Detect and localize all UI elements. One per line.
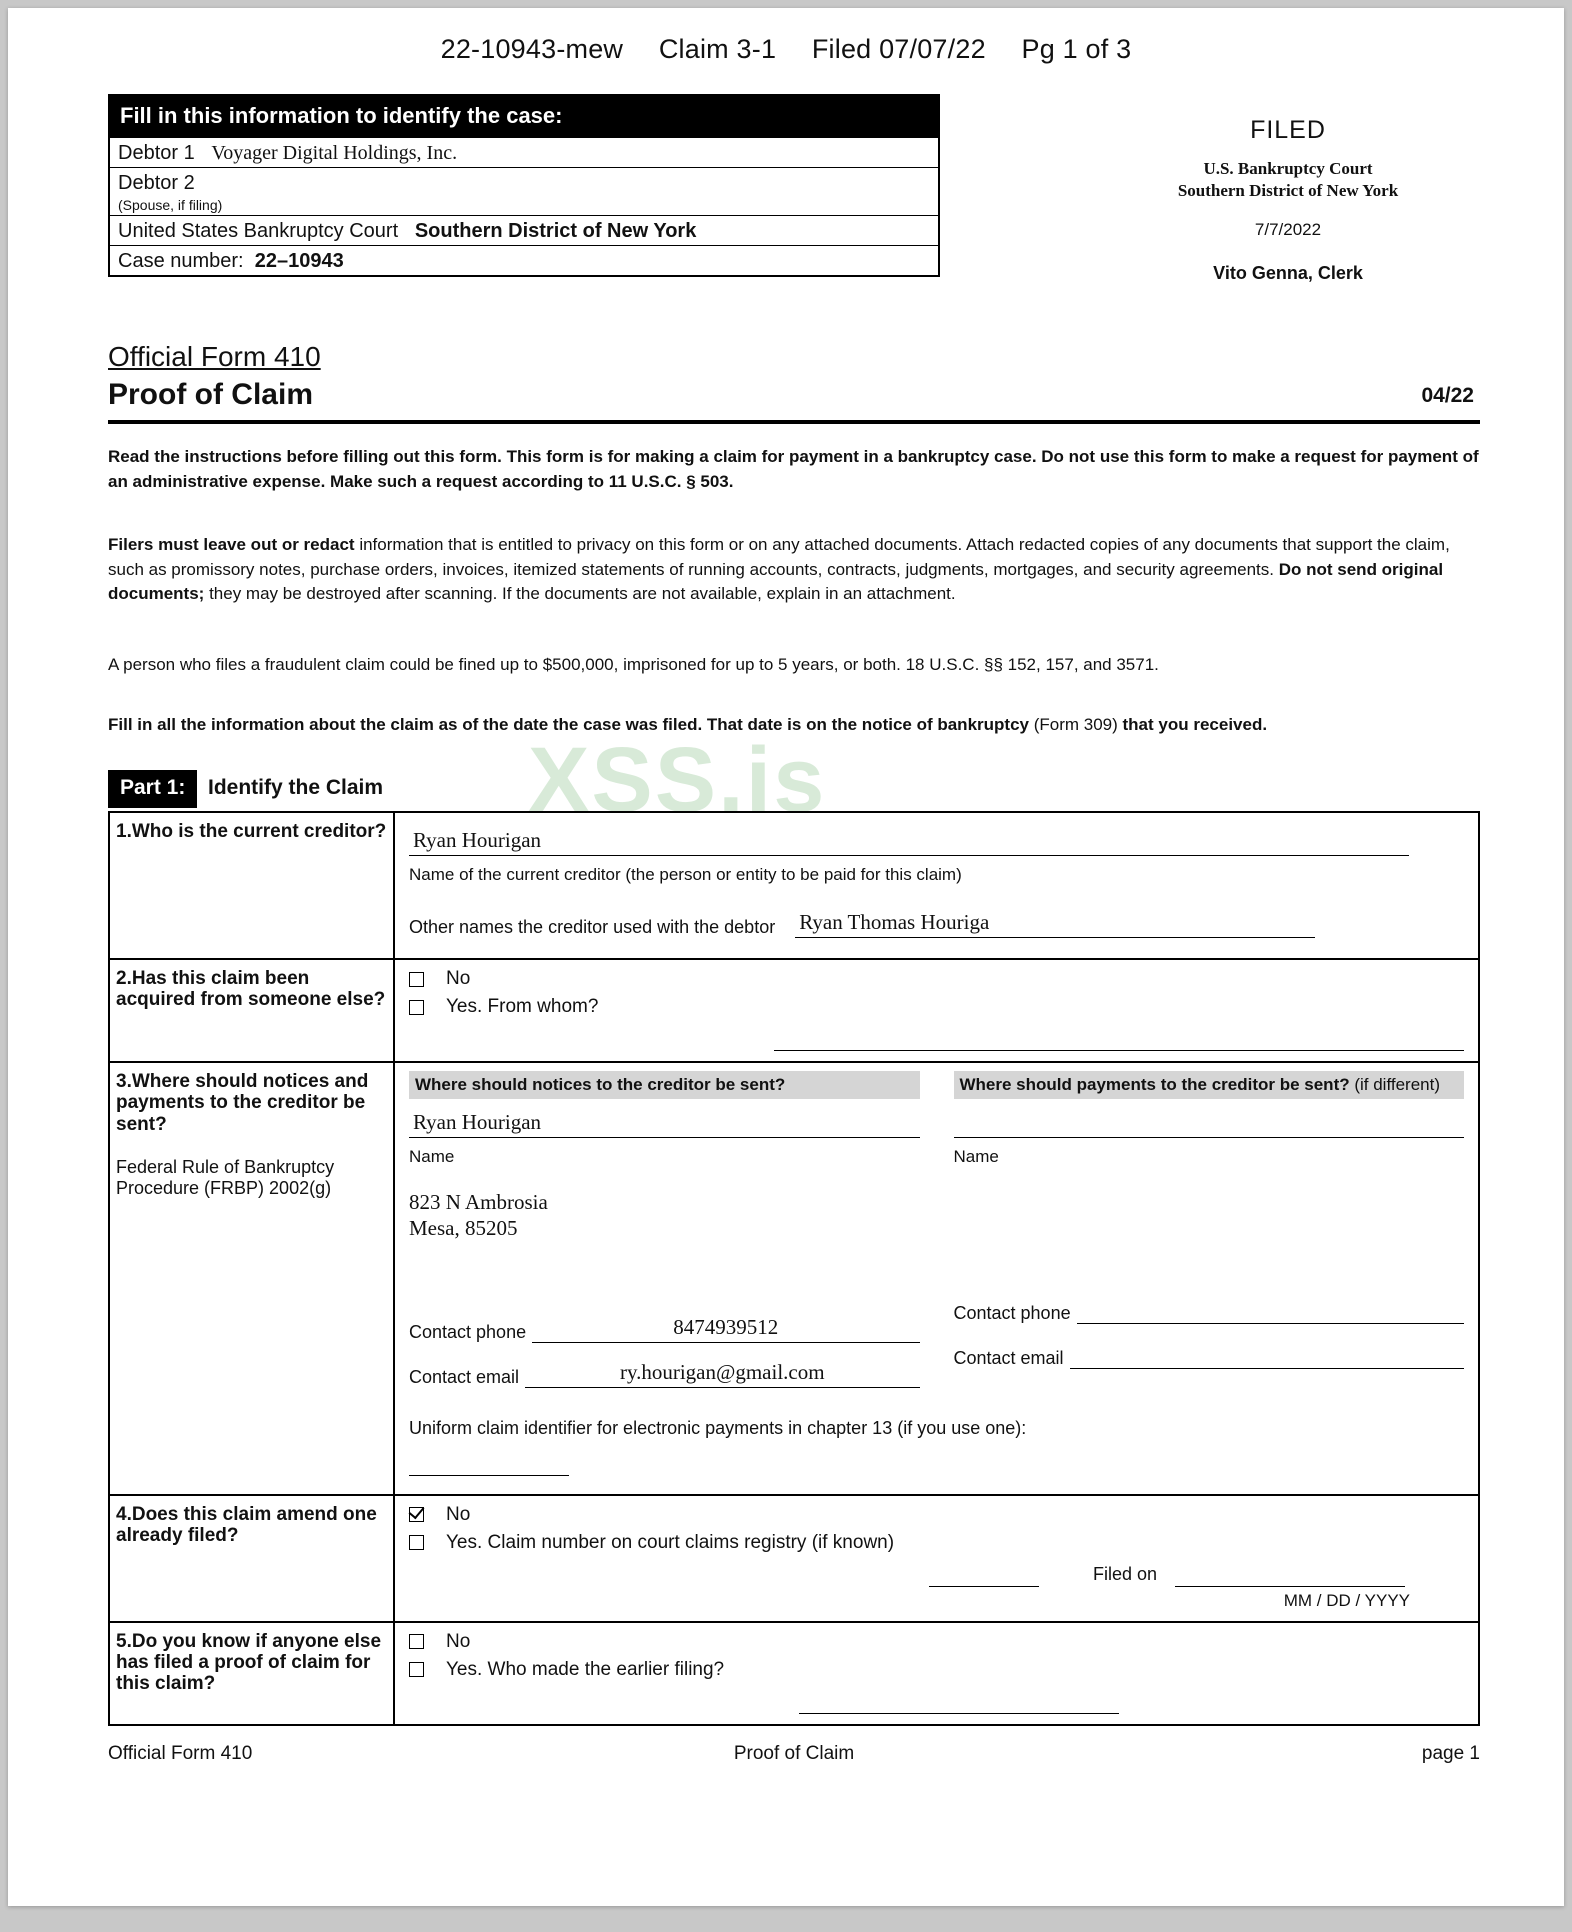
case-number-value: 22–10943: [254, 250, 344, 272]
question-4-row: [110, 1496, 1478, 1623]
q2-no-checkbox[interactable]: [409, 972, 424, 987]
case-identification-box: [108, 94, 940, 277]
question-2-number: 2.: [116, 968, 132, 989]
filed-stamp-court-line1: U.S. Bankruptcy Court: [1203, 159, 1373, 178]
q4-filed-on-label: Filed on: [1093, 1563, 1158, 1584]
other-names-label: Other names the creditor used with the debtor: [409, 917, 776, 937]
question-1-number: 1.: [116, 821, 132, 842]
question-3-text: Where should notices and payments to the creditor be sent?: [116, 1071, 369, 1135]
case-number-header: 22-10943-mew: [440, 34, 624, 64]
question-3-field-area: [395, 1063, 1478, 1494]
notice-email-value: ry.hourigan@gmail.com: [619, 1359, 825, 1384]
question-3-label: [110, 1063, 395, 1494]
payments-header-bold: Where should payments to the creditor be sent?: [959, 1075, 1350, 1094]
q4-filed-on-input[interactable]: [1175, 1560, 1405, 1587]
question-1-text: Who is the current creditor?: [131, 821, 387, 842]
q5-no-label: No: [446, 1630, 471, 1652]
page-title: Proof of Claim: [108, 378, 314, 411]
watermark: XSS.is: [528, 729, 827, 831]
instruction-4-part1: Fill in all the information about the claim as of the date the case was filed. That date is on the notice of bankruptcy: [108, 715, 1029, 734]
q4-yes-label: Yes. Claim number on court claims registry (if known): [446, 1531, 895, 1553]
case-box-title: Fill in this information to identify the case:: [110, 96, 938, 138]
debtor1-label: Debtor 1: [118, 142, 195, 164]
footer-left: Official Form 410: [108, 1743, 253, 1764]
q2-yes-label: Yes. From whom?: [446, 996, 599, 1017]
q4-claim-number-input[interactable]: [929, 1560, 1039, 1587]
notices-column: [409, 1071, 920, 1388]
title-divider: [108, 420, 1480, 424]
question-2-row: [110, 960, 1478, 1063]
q2-no-label: No: [446, 968, 471, 989]
debtor2-label: Debtor 2: [118, 172, 195, 194]
notice-email-row: [409, 1359, 920, 1388]
notices-header: Where should notices to the creditor be sent?: [409, 1071, 920, 1099]
document-page: [8, 8, 1564, 1906]
case-number-label: Case number:: [118, 250, 244, 272]
footer-right: page 1: [1421, 1743, 1480, 1764]
filed-stamp-title: FILED: [1250, 116, 1326, 144]
official-form-number: Official Form 410: [108, 341, 321, 372]
uniform-claim-id-input[interactable]: [409, 1449, 569, 1476]
notice-address: [409, 1189, 920, 1242]
q4-option-yes[interactable]: [409, 1532, 1464, 1554]
payment-name-input[interactable]: [954, 1111, 1465, 1138]
filed-stamp-court: [1073, 158, 1503, 202]
case-number-row: [110, 246, 938, 275]
instruction-4-part2: (Form 309): [1028, 715, 1123, 734]
question-3-row: [110, 1063, 1478, 1496]
question-4-text: Does this claim amend one already filed?: [116, 1503, 377, 1546]
notice-address-line2: Mesa, 85205: [409, 1216, 518, 1241]
instruction-paragraph-2: [108, 533, 1480, 607]
payments-header-note: (if different): [1349, 1075, 1441, 1094]
form-version: 04/22: [1421, 384, 1474, 407]
payment-email-input[interactable]: [1070, 1344, 1464, 1369]
notice-name-caption: Name: [409, 1147, 455, 1166]
payment-email-row: [954, 1344, 1465, 1369]
question-1-row: [110, 813, 1478, 960]
instruction-paragraph-1: Read the instructions before filling out this form. This form is for making a claim for payment in a bankruptcy case. Do not use this form to make a request for payment of an administrative expense. Make such a request according to 11 U.S.C. § 503.: [108, 447, 1479, 491]
q5-yes-label: Yes. Who made the earlier filing?: [446, 1658, 725, 1680]
q4-option-no[interactable]: [409, 1504, 1464, 1526]
debtor1-value: Voyager Digital Holdings, Inc.: [211, 142, 458, 164]
court-value: Southern District of New York: [414, 220, 697, 242]
question-3-sublabel: Federal Rule of Bankruptcy Procedure (FRBP) 2002(g): [116, 1156, 335, 1199]
part-1-label: Identify the Claim: [208, 776, 384, 799]
q4-no-checkbox[interactable]: [409, 1507, 424, 1522]
question-1-label: [110, 813, 395, 958]
question-5-text: Do you know if anyone else has filed a proof of claim for this claim?: [116, 1630, 382, 1695]
question-2-label: [110, 960, 395, 1061]
payment-phone-label: Contact phone: [953, 1303, 1071, 1323]
q4-no-label: No: [446, 1503, 471, 1525]
question-4-label: [110, 1496, 395, 1621]
footer-center: Proof of Claim: [733, 1743, 855, 1764]
instruction-4-part3: that you received.: [1122, 715, 1268, 734]
q5-option-no[interactable]: [409, 1631, 1464, 1653]
court-row: [110, 216, 938, 246]
creditor-name-value: Ryan Hourigan: [413, 828, 542, 852]
q2-option-yes[interactable]: [409, 996, 1464, 1018]
payment-email-label: Contact email: [953, 1348, 1064, 1368]
notice-name-value: Ryan Hourigan: [413, 1110, 542, 1134]
claim-number-header: Claim 3-1: [658, 34, 777, 64]
q2-from-whom-input[interactable]: [774, 1024, 1464, 1051]
question-2-field-area: [395, 960, 1478, 1061]
filed-stamp: [1073, 116, 1503, 284]
filed-stamp-court-line2: Southern District of New York: [1177, 181, 1399, 201]
filed-stamp-clerk: Vito Genna, Clerk: [1213, 263, 1363, 284]
q4-yes-checkbox[interactable]: [409, 1535, 424, 1550]
q5-yes-checkbox[interactable]: [409, 1662, 424, 1677]
notice-name-input[interactable]: [409, 1111, 920, 1138]
instruction-2-text-1: information that is entitled to privacy on this form or on any attached documents. Attach redacted copies of any documents that support the claim, such as promissory notes, purchase orders, invoices, itemized statements of running accounts, contracts, judgments, mortgages, and security agreements.: [108, 535, 1450, 579]
instruction-paragraph-3: A person who files a fraudulent claim could be fined up to $500,000, imprisoned for up to 5 years, or both. 18 U.S.C. §§ 152, 157, and 3571.: [108, 655, 1159, 674]
debtor1-row: [110, 138, 938, 168]
q5-who-input[interactable]: [799, 1687, 1119, 1714]
notice-phone-input[interactable]: [532, 1314, 919, 1343]
payment-name-caption: Name: [953, 1147, 999, 1166]
other-names-value: Ryan Thomas Houriga: [799, 910, 990, 934]
question-5-row: [110, 1623, 1478, 1724]
q2-yes-checkbox[interactable]: [409, 1000, 424, 1015]
debtor2-row: [110, 168, 938, 197]
filed-date-header: Filed 07/07/22: [811, 34, 986, 64]
q2-option-no[interactable]: [409, 968, 1464, 990]
question-1-field-area: [395, 813, 1478, 958]
notice-phone-row: [409, 1314, 920, 1343]
other-names-input[interactable]: [795, 911, 1315, 938]
payments-header: [954, 1071, 1465, 1099]
creditor-name-input[interactable]: [409, 829, 1409, 856]
question-2-text: Has this claim been acquired from someone else?: [116, 968, 386, 1011]
notice-phone-value: 8474939512: [673, 1314, 779, 1339]
instruction-paragraph-4: [108, 713, 1480, 738]
creditor-name-caption: Name of the current creditor (the person or entity to be paid for this claim): [409, 865, 962, 884]
question-5-field-area: [395, 1623, 1478, 1724]
payment-phone-input[interactable]: [1077, 1299, 1464, 1324]
uniform-claim-id-label: Uniform claim identifier for electronic payments in chapter 13 (if you use one):: [409, 1417, 1027, 1438]
question-4-field-area: [395, 1496, 1478, 1621]
claim-form-table: [108, 811, 1480, 1726]
q5-no-checkbox[interactable]: [409, 1634, 424, 1649]
instruction-2-bold-1: Filers must leave out or redact: [108, 535, 355, 554]
page-number-header: Pg 1 of 3: [1021, 34, 1132, 64]
notice-email-input[interactable]: [525, 1359, 919, 1388]
notice-address-line1: 823 N Ambrosia: [409, 1190, 548, 1214]
form-content: [8, 8, 1564, 1906]
notice-email-label: Contact email: [409, 1366, 520, 1387]
question-4-number: 4.: [116, 1503, 132, 1525]
question-5-label: [110, 1623, 395, 1724]
question-5-number: 5.: [116, 1630, 132, 1652]
part-1-tab: Part 1:: [108, 770, 197, 808]
payments-column: [954, 1071, 1465, 1388]
court-label: United States Bankruptcy Court: [118, 220, 399, 242]
notice-phone-label: Contact phone: [409, 1321, 527, 1342]
q4-date-format: MM / DD / YYYY: [1283, 1590, 1410, 1610]
instruction-2-bold-2: Do not send original documents;: [108, 559, 1444, 604]
filed-stamp-date: 7/7/2022: [1254, 220, 1322, 240]
q5-option-yes[interactable]: [409, 1659, 1464, 1681]
court-filing-header: [8, 34, 1564, 65]
page-footer: [108, 1743, 1480, 1765]
question-3-number: 3.: [116, 1071, 132, 1092]
instruction-2-text-2: they may be destroyed after scanning. If the documents are not available, explain in an attachment.: [204, 584, 956, 604]
payment-phone-row: [954, 1299, 1465, 1324]
debtor2-sublabel: (Spouse, if filing): [110, 197, 938, 216]
